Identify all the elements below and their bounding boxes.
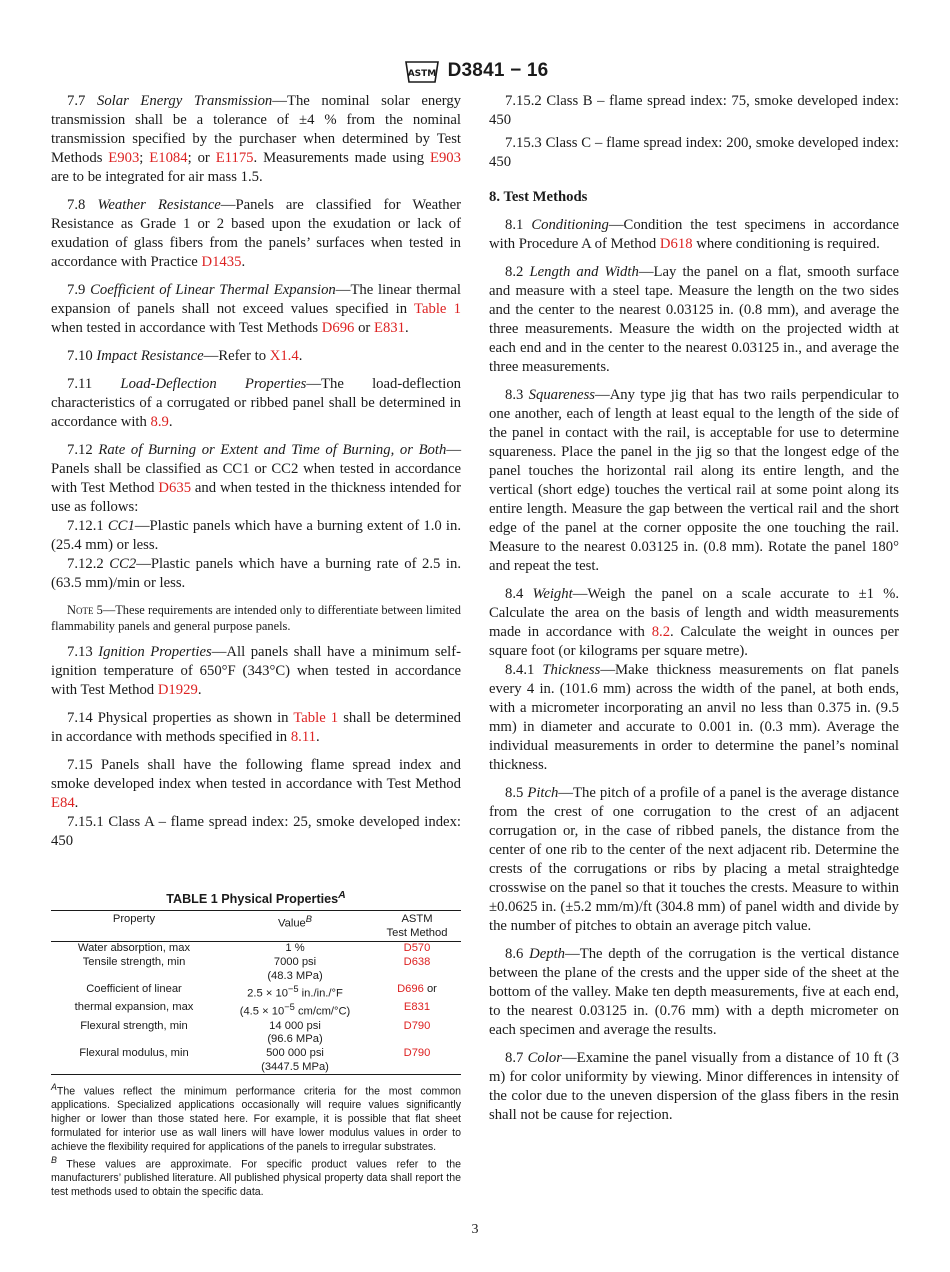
ref-link[interactable]: E84 [51,795,75,811]
table-cell: (96.6 MPa) [267,1033,323,1046]
table-cell [373,1033,461,1047]
table-cell: Water absorption, max [77,942,191,955]
table-row [51,942,461,956]
table-cell [373,1001,461,1019]
ref-link[interactable]: Table 1 [293,710,339,726]
table-cell: D696 or [397,983,437,996]
table-row [51,1033,461,1047]
table-cell: ($4.5 \times 10^{-5}$ cm/cm/°C) [239,1002,351,1019]
ref-link[interactable]: D618 [659,236,693,252]
table-cell: Tensile strength, min [82,955,186,968]
table-cell: Coefficient of linear [86,983,182,996]
ref-link[interactable]: D1435 [201,254,242,270]
paragraph-8-5: 8.5 Pitch—The pitch of a profile of a panel is the average distance from the crest of one corrugation to the crest of an adjacent corrugation or, in the case of ribbed panels, the distance from the center of one rib to the center of the next adjacent rib. Determine the crests of the corrugations or ribs by placing a metal straightedge crosswise on the panel so that it touches the crests. Measure to within ±0.0625 in. (±5.2 mm/m)/ft (304.8 mm) of panel width and divide by the number of pitches to obtain an average pitch value. [489,785,899,934]
ref-link[interactable]: E1175 [215,150,254,166]
ref-link[interactable]: D696 [397,983,424,996]
table-row [51,970,461,984]
paragraph-7-15-1: 7.15.1 Class A – flame spread index: 25, smoke developed index: 450 [51,814,461,849]
document-designation: D3841 − 16 [447,60,549,81]
ref-link[interactable]: E831 [373,320,405,336]
physical-properties-table [51,910,461,1075]
table-row [51,1047,461,1061]
ref-link[interactable]: 8.9 [150,414,169,430]
left-column [51,92,461,851]
ref-link[interactable]: E903 [108,150,140,166]
paragraph-8-4-1: 8.4.1 Thickness—Make thickness measurements on flat panels every 4 in. (101.6 mm) across the width of the panel, at both ends, with a micrometer incorporating an anvil no less than 0.375 in. (9.5 mm) in diameter and accurate to 0.001 in. (0.3 mm). Average the individual measurements in order to determine the panel’s nominal thickness. [489,662,899,773]
note-5: Note 5—These requirements are intended only to differentiate between limited flammability panels and general purpose panels. [51,603,461,633]
table-row [51,1020,461,1034]
footnote-b: $^B$ These values are approximate. For specific product values refer to the manufacturers’ published literature. All published physical property data shall report the test methods used to obtain the specific data. [51,1155,461,1199]
table-cell: Flexural strength, min [80,1019,188,1032]
svg-text:ASTM: ASTM [407,69,436,79]
table-cell [51,970,217,984]
paragraph-7-7: 7.7 Solar Energy Transmission—The nominal solar energy transmission shall be a tolerance of ±4 % from the nominal transmission specified by the purchaser when determined by Test Methods E903; E1084; or E1175. Measurements made using E903 are to be integrated for air mass 1.5. [51,93,462,185]
table-cell [373,956,461,970]
ref-link[interactable]: D790 [403,1019,431,1032]
paragraph-7-15-3: 7.15.3 Class C – flame spread index: 200, smoke developed index: 450 [489,135,899,170]
ref-link[interactable]: D638 [403,955,431,968]
ref-link[interactable]: D1929 [157,682,198,698]
table-cell [51,1061,217,1075]
paragraph-8-2: 8.2 Length and Width—Lay the panel on a flat, smooth surface and measure with a steel tape. Measure the length on the two sides and the center to the nearest 0.03125 in. (0.8 mm), and average the three measurements. Measure the width on the projected width at each end and in the center to the nearest 0.03125 in., and average the three measurements. [489,264,900,375]
table-cell: 1 % [285,942,305,955]
table-cell: thermal expansion, max [74,1001,194,1014]
table-title: TABLE 1 Physical Properties$^A$ [166,889,346,907]
table-cell [373,1047,461,1061]
paragraph-7-12-2: 7.12.2 CC2—Plastic panels which have a burning rate of 2.5 in. (63.5 mm)/min or less. [51,556,461,591]
paragraph-7-9: 7.9 Coefficient of Linear Thermal Expansion—The linear thermal expansion of panels shall not exceed values specified in Table 1 when tested in accordance with Test Methods D696 or E831. [51,282,462,336]
table-row [51,956,461,970]
ref-link[interactable]: D696 [321,320,355,336]
paragraph-7-14: 7.14 Physical properties as shown in Table 1 shall be determined in accordance with methods specified in 8.11. [51,710,461,745]
table-row [51,1001,461,1019]
table-cell: Flexural modulus, min [79,1047,189,1059]
col-header-value: Value$^B$ [277,914,313,930]
footnote-a: $^A$The values reflect the minimum performance criteria for the most common applications. Specialized applications occasionally will require values significantly higher or lower than those stated here. For example, it is possible that flat sheet formulated for interior use as wall liners will have lower modulus values in order to achieve the flexibility required for applications of the panels to irregular substrates. [51,1082,461,1153]
section-heading-8: 8. Test Methods [489,189,588,205]
page-number: 3 [471,1222,479,1237]
table-cell [51,1033,217,1047]
table-cell: $2.5 \times 10^{-5}$ in./in./°F [247,984,343,1000]
col-header-method: ASTM Test Method [386,913,448,939]
table-cell [373,970,461,984]
table-cell [373,1020,461,1034]
table-cell: (48.3 MPa) [267,969,323,982]
paragraph-7-13: 7.13 Ignition Properties—All panels shall have a minimum self-ignition temperature of 650°F (343°C) when tested in accordance with Test Method D1929. [51,644,462,698]
paragraph-8-3: 8.3 Squareness—Any type jig that has two rails perpendicular to one another, each of length at least equal to the length of the side of the panel in contact with the rail, is acceptable for use to determine squareness. Place the panel in the jig so that the longest edge of the panel touches the horizontal rail along its entire length, and the vertical (short edge) touches the vertical rail at some point along its entire length. Measure the gap between the vertical rail and the short edge of the panel at the corner opposite the one touching the rail. Measure to the nearest 0.03125 in. (0.8 mm). Rotate the panel 180° and repeat the test. [489,387,900,574]
paragraph-7-10: 7.10 Impact Resistance—Refer to X1.4. [67,348,303,364]
table-header-row [51,911,461,942]
paragraph-8-6: 8.6 Depth—The depth of the corrugation is the vertical distance between the plane of the crests and the upper side of the sheet at the bottom of the valley. Make ten depth measurements, five at each end, to the nearest 0.03125 in. (0.76 mm) with a depth micrometer on each specimen and average the results. [489,946,899,1038]
paragraph-7-11: 7.11 Load-Deflection Properties—The load-deflection characteristics of a corrugated or ribbed panel shall be determined in accordance with 8.9. [51,376,462,430]
ref-link[interactable]: D790 [403,1047,431,1059]
paragraph-8-7: 8.7 Color—Examine the panel visually from a distance of 10 ft (3 m) for color uniformity by viewing. Minor differences in intensity of the color due to the uneven dispersion of the glass fibers in the resin shall not be cause for rejection. [489,1050,900,1123]
ref-link[interactable]: E903 [429,150,461,166]
paragraph-8-4: 8.4 Weight—Weigh the panel on a scale accurate to ±1 %. Calculate the area on the basis of length and width measurements made in accordance with 8.2. Calculate the weight in ounces per square foot (or kilograms per square metre). [489,586,899,659]
ref-link[interactable]: 8.11 [290,729,316,745]
col-header-property: Property [112,913,156,926]
paragraph-7-8: 7.8 Weather Resistance—Panels are classified for Weather Resistance as Grade 1 or 2 based upon the exudation or lack of exudation of glass fibers from the panels’ surfaces when tested in accordance with Practice D1435. [51,197,461,270]
paragraph-7-15: 7.15 Panels shall have the following flame spread index and smoke developed index when tested in accordance with Test Method E84. [51,757,461,811]
table-row [51,1061,461,1075]
paragraph-7-12: 7.12 Rate of Burning or Extent and Time of Burning, or Both—Panels shall be classified as CC1 or CC2 when tested in accordance with Test Method D635 and when tested in the thickness intended for use as follows: [51,442,462,515]
right-column [489,92,899,1125]
table-cell: (3447.5 MPa) [261,1060,329,1073]
ref-link[interactable]: E1084 [149,150,188,166]
table-cell: 500 000 psi [266,1047,324,1059]
ref-link[interactable]: E831 [403,1001,431,1014]
table-cell [373,1061,461,1075]
ref-link[interactable]: D635 [158,480,192,496]
page-header [0,56,950,86]
table-cell: 14 000 psi [269,1019,321,1032]
ref-link[interactable]: 8.2 [651,624,671,640]
table-cell: 7000 psi [273,955,317,968]
table-cell [373,942,461,956]
table-1 [51,887,461,1200]
paragraph-8-1: 8.1 Conditioning—Condition the test specimens in accordance with Procedure A of Method D618 where conditioning is required. [489,217,899,252]
astm-logo-icon [402,56,442,86]
ref-link[interactable]: X1.4 [269,348,299,364]
ref-link[interactable]: D570 [403,942,431,955]
paragraph-7-12-1: 7.12.1 CC1—Plastic panels which have a burning extent of 1.0 in. (25.4 mm) or less. [51,518,461,553]
ref-link[interactable]: Table 1 [414,301,461,317]
table-footnotes [51,1081,461,1200]
table-row [51,983,461,1001]
paragraph-7-15-2: 7.15.2 Class B – flame spread index: 75, smoke developed index: 450 [489,93,899,128]
